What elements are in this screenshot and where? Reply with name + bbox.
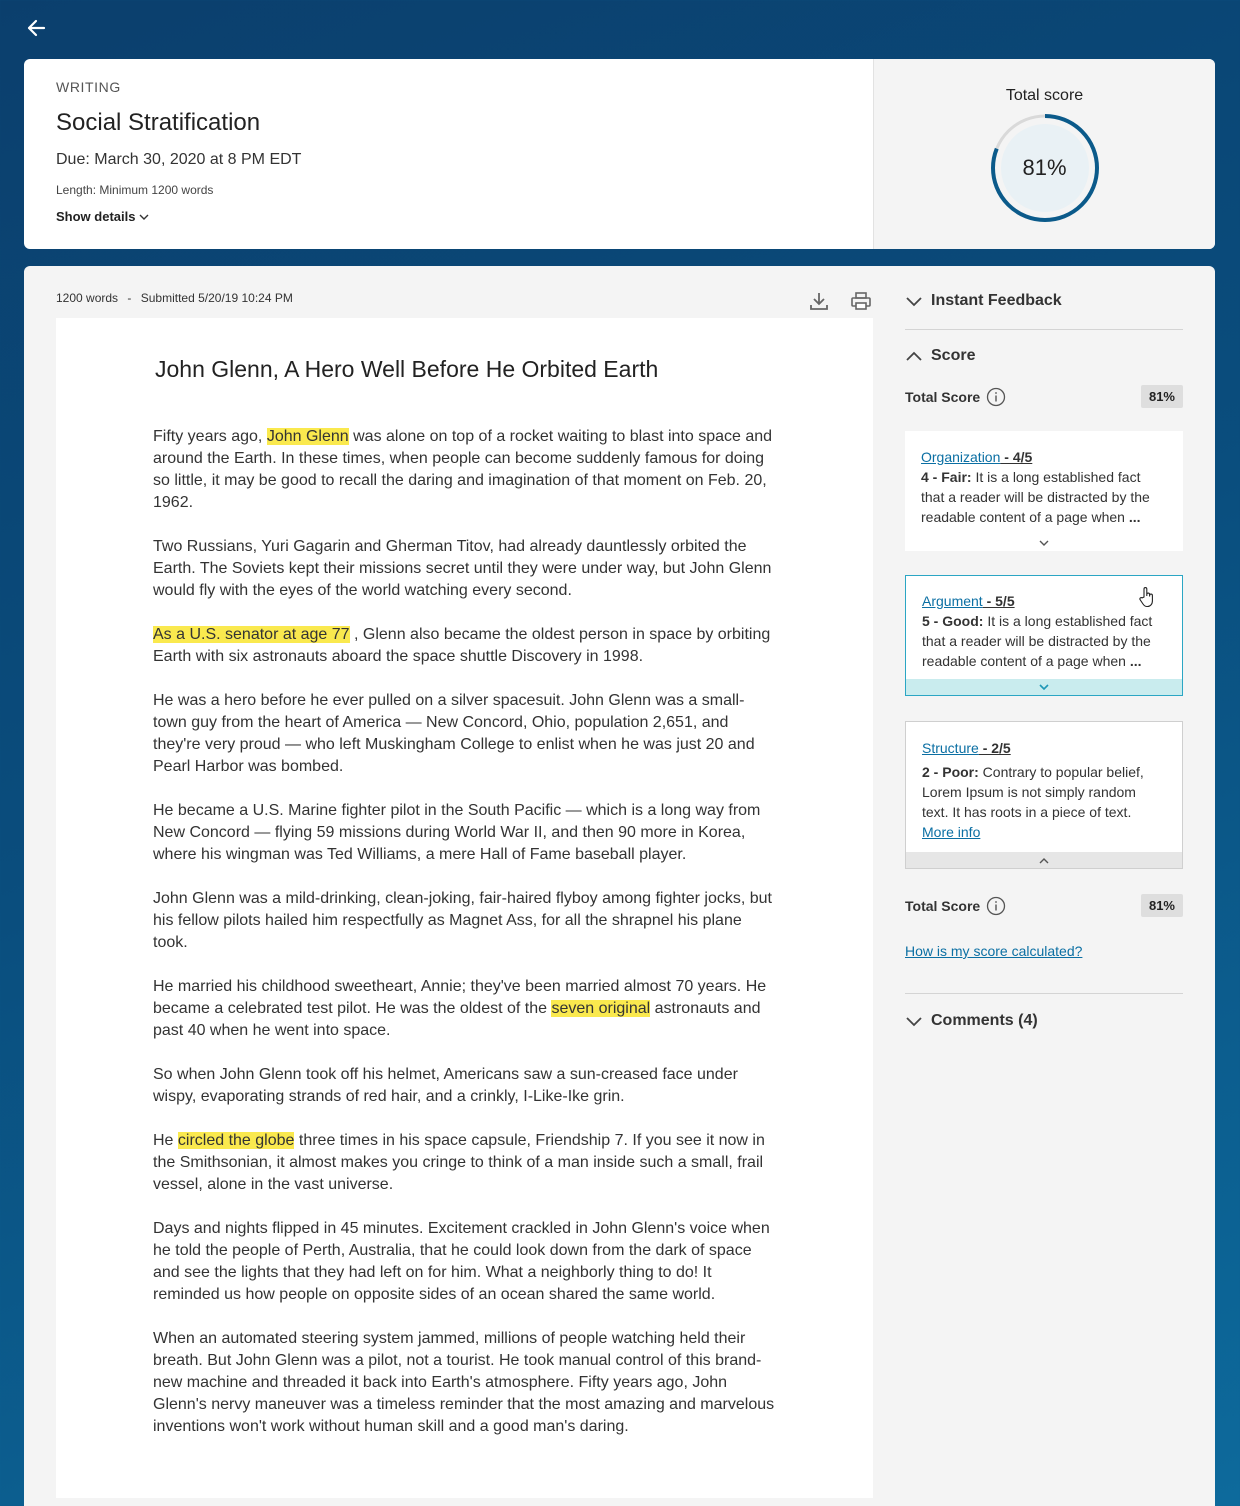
arrow-left-icon xyxy=(26,18,46,38)
paragraph-text: So when John Glenn took off his helmet, Americans saw a sun-creased face under wispy, evaporating strands of red hair, and a crinkly, I-Like-Ike grin. xyxy=(153,1066,738,1105)
rubric-description: It is a long established fact that a reader will be distracted by the readable content of a page when xyxy=(922,613,1153,669)
highlighted-phrase[interactable]: circled the globe xyxy=(177,1132,295,1149)
rubric-level: 4 - Fair: xyxy=(921,469,972,485)
feedback-panel xyxy=(905,266,1183,1030)
instant-feedback-label: Instant Feedback xyxy=(931,292,1062,309)
word-count: 1200 words xyxy=(56,291,119,305)
essay-paragraph xyxy=(153,690,778,778)
essay-paragraph xyxy=(153,888,778,954)
chevron-down-icon xyxy=(1039,540,1049,547)
paragraph-text: John Glenn was a mild-drinking, clean-joking, fair-haired flyboy among fighter jocks, but his fellow pilots hailed him respectfully as Magnet Ass, for all the shrapnel his plane took. xyxy=(153,890,772,951)
chevron-down-icon xyxy=(905,1015,923,1027)
back-button[interactable] xyxy=(22,14,50,42)
expand-toggle[interactable] xyxy=(905,535,1183,551)
paragraph-text: He married his childhood sweetheart, Annie; they've been married almost 70 years. He became a celebrated test pilot. He was the oldest of the xyxy=(153,978,767,1017)
essay-title: John Glenn, A Hero Well Before He Orbited Earth xyxy=(155,356,659,382)
assignment-category: WRITING xyxy=(56,79,121,95)
essay-paragraph xyxy=(153,426,778,514)
rubric-name-link[interactable]: Structure xyxy=(922,740,979,756)
total-score-badge: 81% xyxy=(1141,894,1183,917)
divider xyxy=(905,993,1183,994)
rubric-score: - 5/5 xyxy=(982,593,1015,609)
rubric-name-link[interactable]: Organization xyxy=(921,449,1001,465)
submission-card xyxy=(24,266,1215,1506)
chevron-down-icon xyxy=(1039,684,1049,691)
highlighted-phrase[interactable]: seven original xyxy=(551,1000,651,1017)
essay-paragraph xyxy=(153,976,778,1042)
chevron-down-icon xyxy=(905,295,923,307)
essay-paragraph xyxy=(153,1218,778,1306)
print-button[interactable] xyxy=(850,290,872,312)
rubric-card-organization[interactable] xyxy=(905,431,1183,551)
paragraph-text: three times in his space capsule, Friendship 7. If you see it now in the Smithsonian, it almost makes you cringe to think of a man inside such a small, frail vessel, alone in the vast universe. xyxy=(153,1132,765,1193)
rubric-score: - 4/5 xyxy=(1000,449,1033,465)
chevron-up-icon xyxy=(905,350,923,362)
due-date: Due: March 30, 2020 at 8 PM EDT xyxy=(56,151,302,168)
total-score-value: 81% xyxy=(1022,155,1067,180)
divider xyxy=(905,329,1183,330)
instant-feedback-toggle[interactable] xyxy=(905,292,1183,310)
paragraph-text: , Glenn also became the oldest person in space by orbiting Earth with six astronauts aboard the space shuttle Discovery in 1998. xyxy=(153,626,771,665)
rubric-level: 2 - Poor: xyxy=(922,764,979,780)
assignment-title: Social Stratification xyxy=(56,109,261,136)
hand-cursor-icon xyxy=(1138,586,1156,608)
highlighted-phrase[interactable]: John Glenn xyxy=(266,428,349,445)
paragraph-text: Two Russians, Yuri Gagarin and Gherman Titov, had already dauntlessly orbited the Earth. The Soviets kept their missions secret until they were under way, but John Glenn would fly with the eyes of the world watching every second. xyxy=(153,538,772,599)
chevron-up-icon xyxy=(1039,857,1049,864)
info-icon[interactable] xyxy=(986,896,1006,916)
essay-paragraph xyxy=(153,800,778,866)
total-score-badge: 81% xyxy=(1141,385,1183,408)
essay-paragraph xyxy=(153,536,778,602)
comments-toggle[interactable] xyxy=(905,1012,1183,1030)
download-icon xyxy=(808,290,830,312)
rubric-name-link[interactable]: Argument xyxy=(922,593,983,609)
ellipsis-icon: ... xyxy=(1129,653,1142,669)
total-score-row-label: Total Score xyxy=(905,388,981,405)
score-section-label: Score xyxy=(931,347,976,364)
essay-paragraph xyxy=(153,1064,778,1108)
print-icon xyxy=(850,290,872,312)
total-score-label: Total score xyxy=(1005,87,1084,104)
paragraph-text: Fifty years ago, xyxy=(153,428,267,445)
paragraph-text: He xyxy=(153,1132,178,1149)
show-details-toggle[interactable] xyxy=(56,209,149,224)
essay-body xyxy=(153,426,777,1438)
expand-toggle[interactable] xyxy=(906,679,1182,695)
paragraph-text: He became a U.S. Marine fighter pilot in the South Pacific — which is a long way from New Concord — flying 59 missions during World War II, and then 90 more in Korea, where his wingman was Ted Williams, a mere Hall of Fame baseball player. xyxy=(153,802,761,863)
score-ring xyxy=(990,113,1100,223)
essay-paragraph xyxy=(153,1328,778,1438)
paragraph-text: When an automated steering system jammed, millions of people watching held their breath. But John Glenn was a pilot, not a tourist. He took manual control of this brand-new machine and threaded it back into Earth's atmosphere. Fifty years ago, John Glenn's nervy maneuver was a timeless reminder that the most amazing and marvelous inventions won't work without human skill and a good man's daring. xyxy=(153,1330,775,1435)
total-score-row xyxy=(905,894,1183,917)
rubric-level: 5 - Good: xyxy=(922,613,984,629)
rubric-card-argument[interactable] xyxy=(905,575,1183,696)
total-score-row-label: Total Score xyxy=(905,897,981,914)
paragraph-text: astronauts and past 40 when he went into space. xyxy=(153,1000,761,1039)
essay-paragraph xyxy=(153,1130,778,1196)
more-info-link[interactable]: More info xyxy=(922,824,981,840)
submission-meta xyxy=(56,291,293,305)
length-requirement: Length: Minimum 1200 words xyxy=(56,183,214,197)
collapse-toggle[interactable] xyxy=(906,852,1182,868)
how-score-calculated-link[interactable]: How is my score calculated? xyxy=(905,943,1083,959)
total-score-panel xyxy=(873,59,1215,249)
comments-label: Comments (4) xyxy=(931,1012,1038,1029)
meta-separator: - xyxy=(127,291,132,305)
info-icon[interactable] xyxy=(986,387,1006,407)
highlighted-phrase[interactable]: As a U.S. senator at age 77 xyxy=(153,626,350,643)
assignment-info xyxy=(24,59,873,249)
assignment-header-card xyxy=(24,59,1215,249)
show-details-label: Show details xyxy=(56,209,136,224)
score-section-toggle[interactable] xyxy=(905,347,1183,365)
paragraph-text: He was a hero before he ever pulled on a silver spacesuit. John Glenn was a small-town guy from the heart of America — New Concord, Ohio, population 2,651, and they're very proud — who left Muskingham College to enlist when he was just 20 and Pearl Harbor was bombed. xyxy=(153,692,755,775)
chevron-down-icon xyxy=(139,213,149,221)
rubric-description: Contrary to popular belief, Lorem Ipsum is not simply random text. It has roots in a piece of text. xyxy=(922,764,1144,820)
essay-paragraph xyxy=(153,624,778,668)
rubric-card-structure[interactable] xyxy=(905,721,1183,869)
paragraph-text: Days and nights flipped in 45 minutes. Excitement crackled in John Glenn's voice when he told the people of Perth, Australia, that he could look down from the dark of space and see the lights that they had left on for him. What a neighborly thing to do! It reminded us how people on opposite sides of an ocean shared the same world. xyxy=(153,1220,770,1303)
rubric-score: - 2/5 xyxy=(978,740,1011,756)
paragraph-text: was alone on top of a rocket waiting to blast into space and around the Earth. In these times, when people can become suddenly famous for doing so little, it may be good to recall the daring and imagination of that moment on Feb. 20, 1962. xyxy=(153,428,773,511)
total-score-row xyxy=(905,385,1183,408)
download-button[interactable] xyxy=(808,290,830,312)
essay-document xyxy=(56,318,873,1498)
submitted-date: Submitted 5/20/19 10:24 PM xyxy=(140,291,293,305)
rubric-description: It is a long established fact that a reader will be distracted by the readable content of a page when xyxy=(921,469,1150,525)
ellipsis-icon: ... xyxy=(1128,509,1141,525)
